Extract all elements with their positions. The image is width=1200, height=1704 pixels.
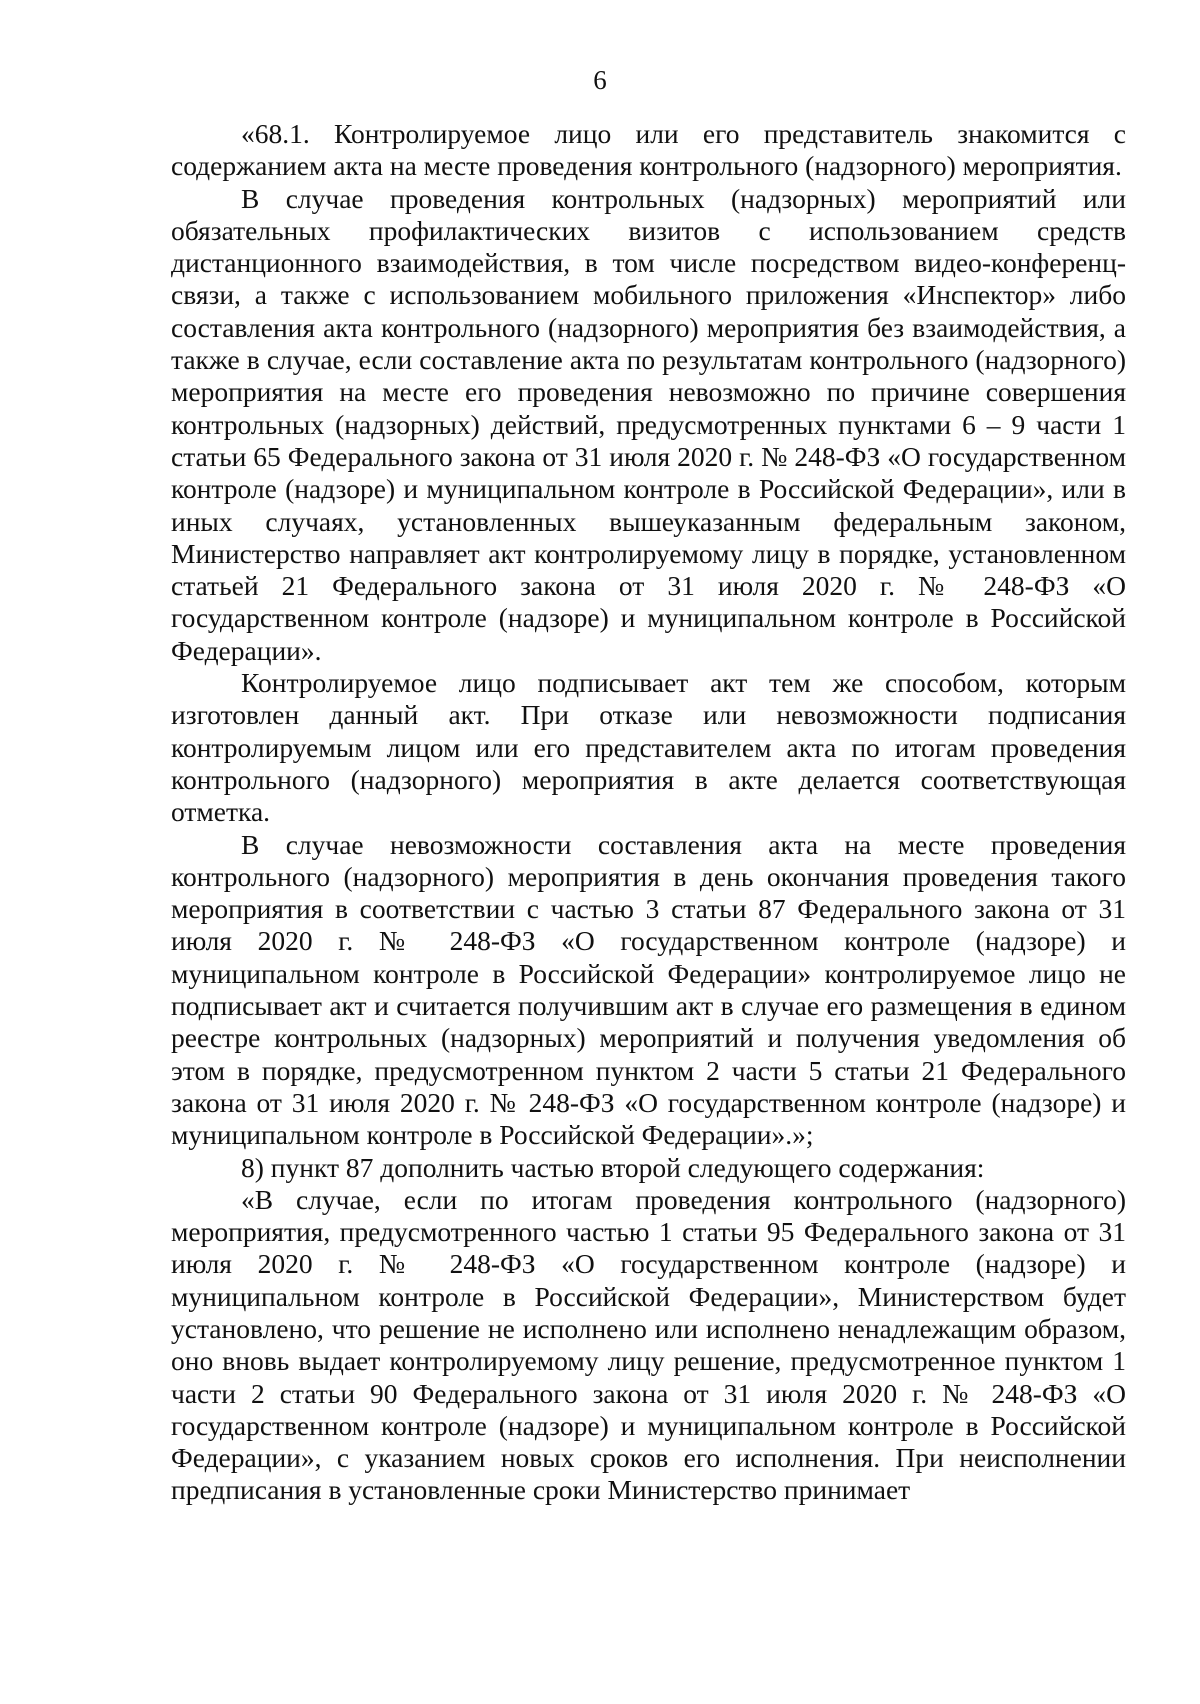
paragraph-new-decision: «В случае, если по итогам проведения контрольного (надзорного) мероприятия, предусмотренного частью 1 статьи 95 Федерального закона от 31 июля 2020 г. № 248-ФЗ «О государственном контроле (надзоре) и муниципальном контроле в Российской Федерации», Министерством будет установлено, что решение не исполнено или исполнено ненадлежащим образом, оно вновь выдает контролируемому лицу решение, предусмотренное пунктом 1 части 2 статьи 90 Федерального закона от 31 июля 2020 г. № 248-ФЗ «О государственном контроле (надзоре) и муниципальном контроле в Российской Федерации», с указанием новых сроков его исполнения. При неисполнении предписания в установленные сроки Министерство принимает: [171, 1183, 1126, 1506]
document-body: [171, 118, 1126, 1507]
paragraph-68-1: «68.1. Контролируемое лицо или его представитель знакомится с содержанием акта на месте проведения контрольного (надзорного) мероприятия.: [171, 118, 1126, 182]
paragraph-signing: Контролируемое лицо подписывает акт тем же способом, которым изготовлен данный акт. При отказе или невозможности подписания контролируемым лицом или его представителем акта по итогам проведения контрольного (надзорного) мероприятия в акте делается соответствующая отметка.: [171, 667, 1126, 828]
page-number: 6: [593, 65, 607, 95]
paragraph-remote-interaction: В случае проведения контрольных (надзорных) мероприятий или обязательных профилактических визитов с использованием средств дистанционного взаимодействия, в том числе посредством видео-конференц-связи, а также с использованием мобильного приложения «Инспектор» либо составления акта контрольного (надзорного) мероприятия без взаимодействия, а также в случае, если составление акта по результатам контрольного (надзорного) мероприятия на месте его проведения невозможно по причине совершения контрольных (надзорных) действий, предусмотренных пунктами 6 – 9 части 1 статьи 65 Федерального закона от 31 июля 2020 г. № 248-ФЗ «О государственном контроле (надзоре) и муниципальном контроле в Российской Федерации», или в иных случаях, установленных вышеуказанным федеральным законом, Министерство направляет акт контролируемому лицу в порядке, установленном статьей 21 Федерального закона от 31 июля 2020 г. № 248-ФЗ «О государственном контроле (надзоре) и муниципальном контроле в Российской Федерации».: [171, 182, 1126, 666]
paragraph-item-8: 8) пункт 87 дополнить частью второй следующего содержания:: [241, 1151, 985, 1183]
paragraph-impossibility: В случае невозможности составления акта на месте проведения контрольного (надзорного) мероприятия в день окончания проведения такого мероприятия в соответствии с частью 3 статьи 87 Федерального закона от 31 июля 2020 г. № 248-ФЗ «О государственном контроле (надзоре) и муниципальном контроле в Российской Федерации» контролируемое лицо не подписывает акт и считается получившим акт в случае его размещения в едином реестре контрольных (надзорных) мероприятий и получения уведомления об этом в порядке, предусмотренном пунктом 2 части 5 статьи 21 Федерального закона от 31 июля 2020 г. № 248-ФЗ «О государственном контроле (надзоре) и муниципальном контроле в Российской Федерации».»;: [171, 828, 1126, 1151]
